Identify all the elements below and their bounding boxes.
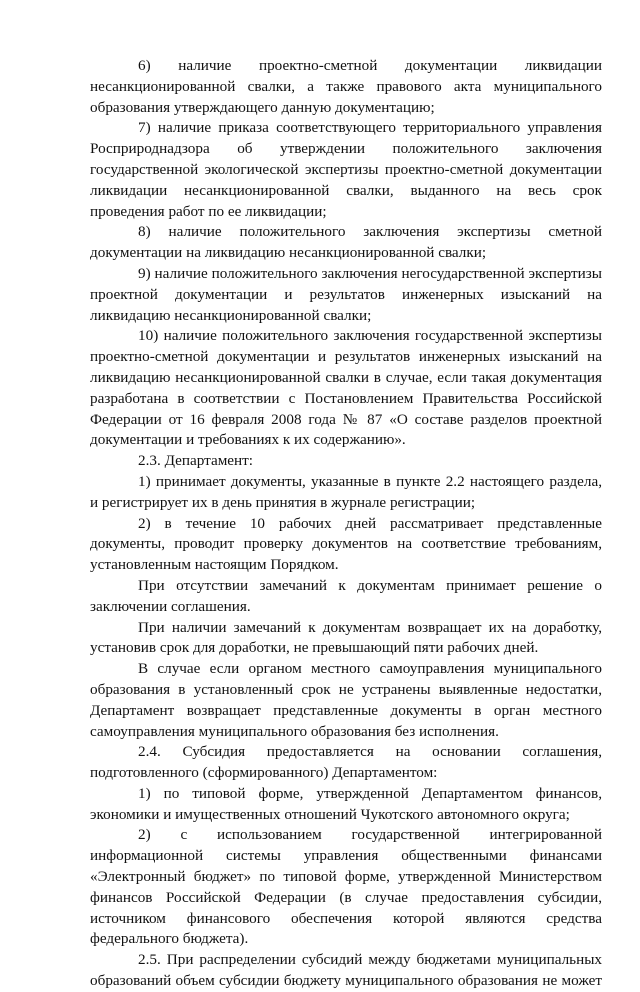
section-heading-2-3: 2.3. Департамент: — [138, 452, 254, 470]
paragraph-2-3-item-2: 2) в течение 10 рабочих дней рассматривает представленные документы, проводит проверку документов на соответствие требованиям, установленным настоящим Порядком. — [90, 514, 602, 574]
section-heading-2-5: 2.5. При распределении субсидий между бюджетами муниципальных образований объем субсидии бюджету муниципального образования не может — [90, 951, 602, 990]
paragraph-item-7: 7) наличие приказа соответствующего территориального управления Росприроднадзора об утверждении положительного заключения государственной экологической экспертизы проектно-сметной документации ликвидации несанкционированной свалки, выданного на весь срок проведения работ по ее ликвидации; — [90, 119, 602, 220]
section-heading-2-4: 2.4. Субсидия предоставляется на основании соглашения, подготовленного (сформированного) Департаментом: — [90, 743, 602, 782]
paragraph-item-8: 8) наличие положительного заключения экспертизы сметной документации на ликвидацию несанкционированной свалки; — [90, 223, 602, 262]
paragraph-item-10: 10) наличие положительного заключения государственной экспертизы проектно-сметной документации и результатов инженерных изысканий на ликвидацию несанкционированной свалки в случае, если такая документация разработана в соответствии с Постановлением Правительства Российской Федерации от 16 февраля 2008 года № 87 «О составе разделов проектной документации и требованиях к их содержанию». — [90, 327, 602, 449]
paragraph-item-6: 6) наличие проектно-сметной документации ликвидации несанкционированной свалки, а также правового акта муниципального образования утверждающего данную документацию; — [90, 57, 602, 116]
paragraph-2-4-item-1: 1) по типовой форме, утвержденной Департаментом финансов, экономики и имущественных отношений Чукотского автономного округа; — [90, 784, 602, 823]
paragraph-no-remarks: При отсутствии замечаний к документам принимает решение о заключении соглашения. — [90, 576, 602, 615]
paragraph-item-9: 9) наличие положительного заключения негосударственной экспертизы проектной документации и результатов инженерных изысканий на ликвидацию несанкционированной свалки; — [90, 264, 602, 324]
document-page — [90, 56, 602, 992]
paragraph-with-remarks: При наличии замечаний к документам возвращает их на доработку, установив срок для доработки, не превышающий пяти рабочих дней. — [90, 618, 602, 657]
paragraph-not-fixed: В случае если органом местного самоуправления муниципального образования в установленный срок не устранены выявленные недостатки, Департамент возвращает представленные документы в орган местного самоуправления муниципального образования без исполнения. — [90, 660, 602, 740]
paragraph-2-3-item-1: 1) принимает документы, указанные в пункте 2.2 настоящего раздела, и регистрирует их в день принятия в журнале регистрации; — [90, 472, 602, 511]
paragraph-2-4-item-2: 2) с использованием государственной интегрированной информационной системы управления общественными финансами «Электронный бюджет» по типовой форме, утвержденной Министерством финансов Российской Федерации (в случае предоставления субсидии, источником финансового обеспечения которой являются средства федерального бюджета). — [90, 826, 602, 948]
